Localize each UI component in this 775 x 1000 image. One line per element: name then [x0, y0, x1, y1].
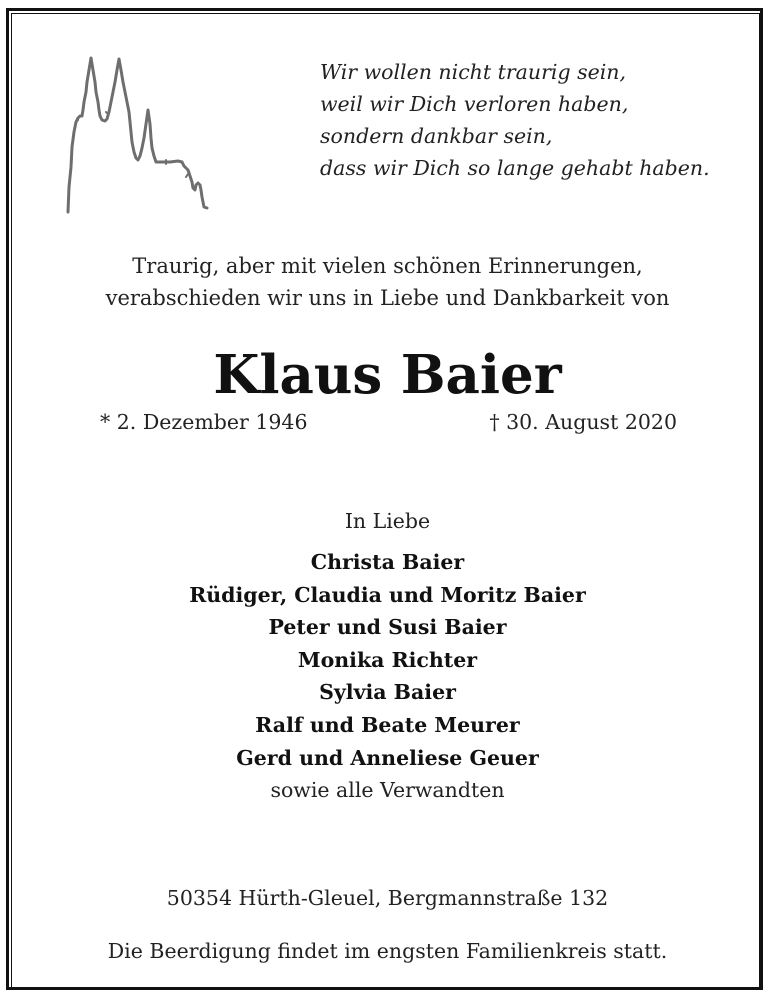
death-date: † 30. August 2020	[489, 410, 677, 434]
mourner-name: Rüdiger, Claudia und Moritz Baier	[189, 582, 586, 607]
mourners-heading: In Liebe	[344, 509, 431, 533]
poem-line: dass wir Dich so lange gehabt haben.	[320, 156, 710, 180]
mourner-name: Christa Baier	[310, 550, 465, 574]
birth-date: * 2. Dezember 1946	[100, 410, 308, 434]
poem-verse	[320, 56, 740, 184]
intro-line: Traurig, aber mit vielen schönen Erinnerungen,	[132, 254, 643, 278]
intro-line: verabschieden wir uns in Liebe und Dankbarkeit von	[105, 286, 670, 310]
cologne-cathedral-skyline-icon	[62, 52, 212, 217]
mourner-name: Ralf und Beate Meurer	[255, 712, 520, 737]
funeral-note: Die Beerdigung findet im engsten Familienkreis statt.	[107, 939, 668, 963]
poem-line: Wir wollen nicht traurig sein,	[320, 60, 627, 84]
mourner-name: Monika Richter	[297, 647, 478, 672]
deceased-name: Klaus Baier	[213, 344, 562, 406]
relatives-line: sowie alle Verwandten	[270, 778, 505, 803]
mourner-name: Peter und Susi Baier	[268, 615, 507, 640]
mourner-name: Sylvia Baier	[319, 680, 456, 705]
mourners-list	[0, 546, 775, 807]
poem-line: weil wir Dich verloren haben,	[320, 92, 629, 116]
family-address: 50354 Hürth-Gleuel, Bergmannstraße 132	[166, 886, 609, 910]
intro-text	[0, 250, 775, 314]
poem-line: sondern dankbar sein,	[320, 124, 553, 148]
mourner-name: Gerd und Anneliese Geuer	[236, 745, 539, 770]
